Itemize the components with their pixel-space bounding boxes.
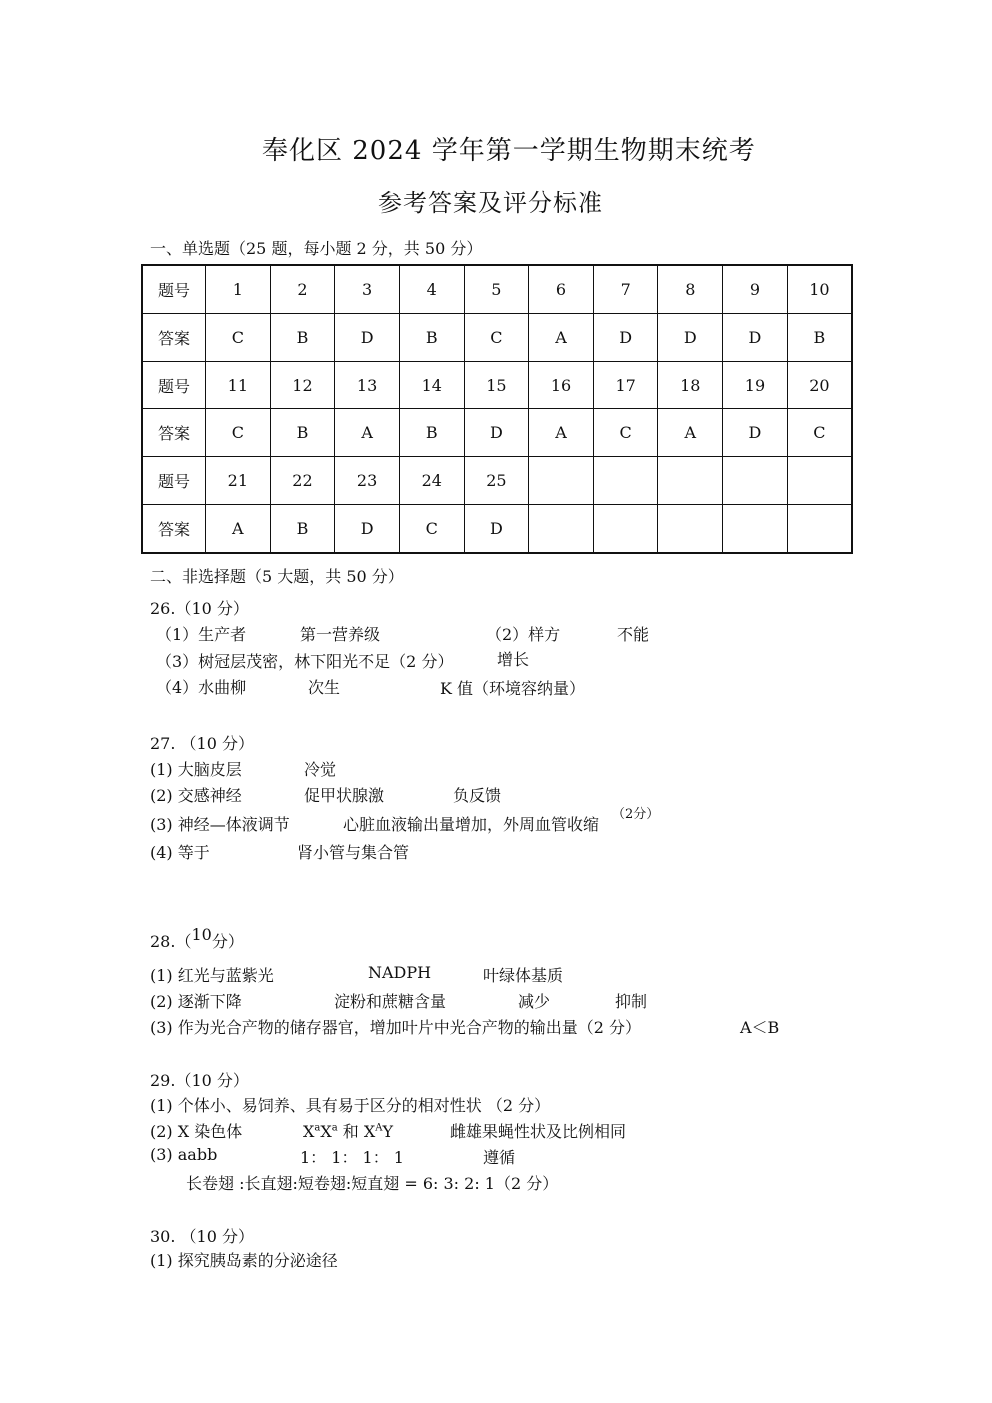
row-label: 答案 (142, 504, 206, 553)
q30-heading: 30. （10 分） (150, 1227, 254, 1246)
table-cell (787, 504, 852, 553)
q26-answer: K 值（环境容纳量） (440, 679, 586, 698)
table-cell: 8 (658, 265, 723, 314)
q28-answer: NADPH (368, 963, 432, 982)
table-cell: C (464, 314, 529, 362)
table-cell: 12 (270, 361, 335, 409)
table-cell: D (335, 314, 400, 362)
q29-answer: (2) X 染色体 (150, 1122, 243, 1141)
table-cell: 10 (787, 265, 852, 314)
q28-answer: (2) 逐渐下降 (150, 992, 242, 1011)
q26-answer: 增长 (497, 650, 530, 669)
q27-answer: (2) 交感神经 (150, 786, 242, 805)
q29-genotype: $X^aX^a$ 和 $X^AY$ (303, 1122, 394, 1141)
q29-answer: 长卷翅 :长直翅:短卷翅:短直翅 = 6: 3: 2: 1（2 分） (186, 1174, 559, 1193)
table-cell: 22 (270, 457, 335, 505)
table-cell: A (658, 409, 723, 457)
q28-answer: 减少 (518, 992, 551, 1011)
q28-answer: 叶绿体基质 (483, 966, 564, 985)
q28-answer: A＜B (740, 1018, 780, 1037)
table-cell: 19 (723, 361, 788, 409)
table-row (142, 409, 852, 457)
table-cell: D (658, 314, 723, 362)
table-cell: 13 (335, 361, 400, 409)
q26-answer: 第一营养级 (300, 625, 381, 644)
table-cell: D (723, 409, 788, 457)
table-row (142, 457, 852, 505)
row-label: 题号 (142, 457, 206, 505)
table-cell: 25 (464, 457, 529, 505)
table-cell (723, 504, 788, 553)
table-cell: B (787, 314, 852, 362)
table-cell: 21 (206, 457, 271, 505)
table-row (142, 361, 852, 409)
q28-heading: 28.（10分） (150, 925, 244, 951)
table-cell: D (464, 504, 529, 553)
table-cell: 1 (206, 265, 271, 314)
table-cell: 24 (399, 457, 464, 505)
table-cell: A (335, 409, 400, 457)
table-cell (787, 457, 852, 505)
table-cell: 4 (399, 265, 464, 314)
table-cell (723, 457, 788, 505)
table-cell: 6 (529, 265, 594, 314)
table-cell: A (529, 314, 594, 362)
table-cell: 23 (335, 457, 400, 505)
q29-heading: 29.（10 分） (150, 1071, 249, 1090)
q26-answer: 不能 (617, 625, 650, 644)
q29-answer: 1： 1： 1： 1 (300, 1148, 404, 1167)
table-cell: C (593, 409, 658, 457)
q27-answer: 肾小管与集合管 (297, 843, 410, 862)
table-cell: 20 (787, 361, 852, 409)
q26-answer: （2）样方 (486, 625, 561, 644)
section-2-heading: 二、非选择题（5 大题，共 50 分） (150, 567, 404, 586)
q28-answer: (1) 红光与蓝紫光 (150, 966, 274, 985)
table-cell: D (723, 314, 788, 362)
q27-answer: 促甲状腺激 (304, 786, 385, 805)
table-cell: 14 (399, 361, 464, 409)
table-cell: 9 (723, 265, 788, 314)
section-1-heading: 一、单选题（25 题，每小题 2 分，共 50 分） (150, 239, 483, 258)
table-cell: B (270, 409, 335, 457)
table-cell (593, 457, 658, 505)
q28-answer: 淀粉和蔗糖含量 (334, 992, 447, 1011)
table-cell (529, 457, 594, 505)
table-cell: 16 (529, 361, 594, 409)
row-label: 答案 (142, 314, 206, 362)
q29-answer: 雌雄果蝇性状及比例相同 (450, 1122, 627, 1141)
table-cell: 18 (658, 361, 723, 409)
table-cell: C (787, 409, 852, 457)
q26-answer: （3）树冠层茂密，林下阳光不足（2 分） (156, 652, 454, 671)
table-cell (529, 504, 594, 553)
q29-answer: (3) aabb (150, 1145, 218, 1164)
q27-answer: 负反馈 (453, 786, 502, 805)
q26-answer: （4）水曲柳 (156, 678, 247, 697)
table-cell: 5 (464, 265, 529, 314)
table-cell: 7 (593, 265, 658, 314)
q30-answer: (1) 探究胰岛素的分泌途径 (150, 1251, 338, 1270)
q29-answer: 遵循 (483, 1148, 516, 1167)
q26-answer: 次生 (308, 678, 341, 697)
table-cell: D (593, 314, 658, 362)
q26-heading: 26.（10 分） (150, 599, 249, 618)
q27-answer: (4) 等于 (150, 843, 210, 862)
answer-table (141, 264, 853, 554)
q27-answer: (3) 神经—体液调节 (150, 815, 290, 834)
table-cell: 3 (335, 265, 400, 314)
q27-answer: 心脏血液输出量增加，外周血管收缩 (343, 815, 600, 834)
page-subtitle: 参考答案及评分标准 (378, 189, 603, 217)
table-cell: C (206, 409, 271, 457)
table-row (142, 265, 852, 314)
q28-answer: 抑制 (615, 992, 648, 1011)
table-cell: B (270, 314, 335, 362)
row-label: 题号 (142, 265, 206, 314)
table-cell: 2 (270, 265, 335, 314)
table-cell (593, 504, 658, 553)
q26-answer: （1）生产者 (156, 625, 247, 644)
q27-score-note: （2分） (612, 807, 660, 822)
table-cell: 15 (464, 361, 529, 409)
q28-answer: (3) 作为光合产物的储存器官，增加叶片中光合产物的输出量（2 分） (150, 1018, 642, 1037)
row-label: 题号 (142, 361, 206, 409)
table-cell: 11 (206, 361, 271, 409)
q29-answer: (1) 个体小、易饲养、具有易于区分的相对性状 （2 分） (150, 1096, 551, 1115)
table-cell: C (206, 314, 271, 362)
table-cell: D (464, 409, 529, 457)
table-cell: B (270, 504, 335, 553)
table-row (142, 314, 852, 362)
q27-answer: (1) 大脑皮层 (150, 760, 242, 779)
row-label: 答案 (142, 409, 206, 457)
table-cell (658, 457, 723, 505)
table-cell (658, 504, 723, 553)
table-cell: B (399, 409, 464, 457)
table-cell: 17 (593, 361, 658, 409)
table-cell: A (206, 504, 271, 553)
page-title: 奉化区 2024 学年第一学期生物期末统考 (262, 136, 756, 166)
table-cell: D (335, 504, 400, 553)
q27-answer: 冷觉 (304, 760, 337, 779)
table-cell: A (529, 409, 594, 457)
table-row (142, 504, 852, 553)
table-cell: C (399, 504, 464, 553)
q27-heading: 27. （10 分） (150, 734, 254, 753)
table-cell: B (399, 314, 464, 362)
